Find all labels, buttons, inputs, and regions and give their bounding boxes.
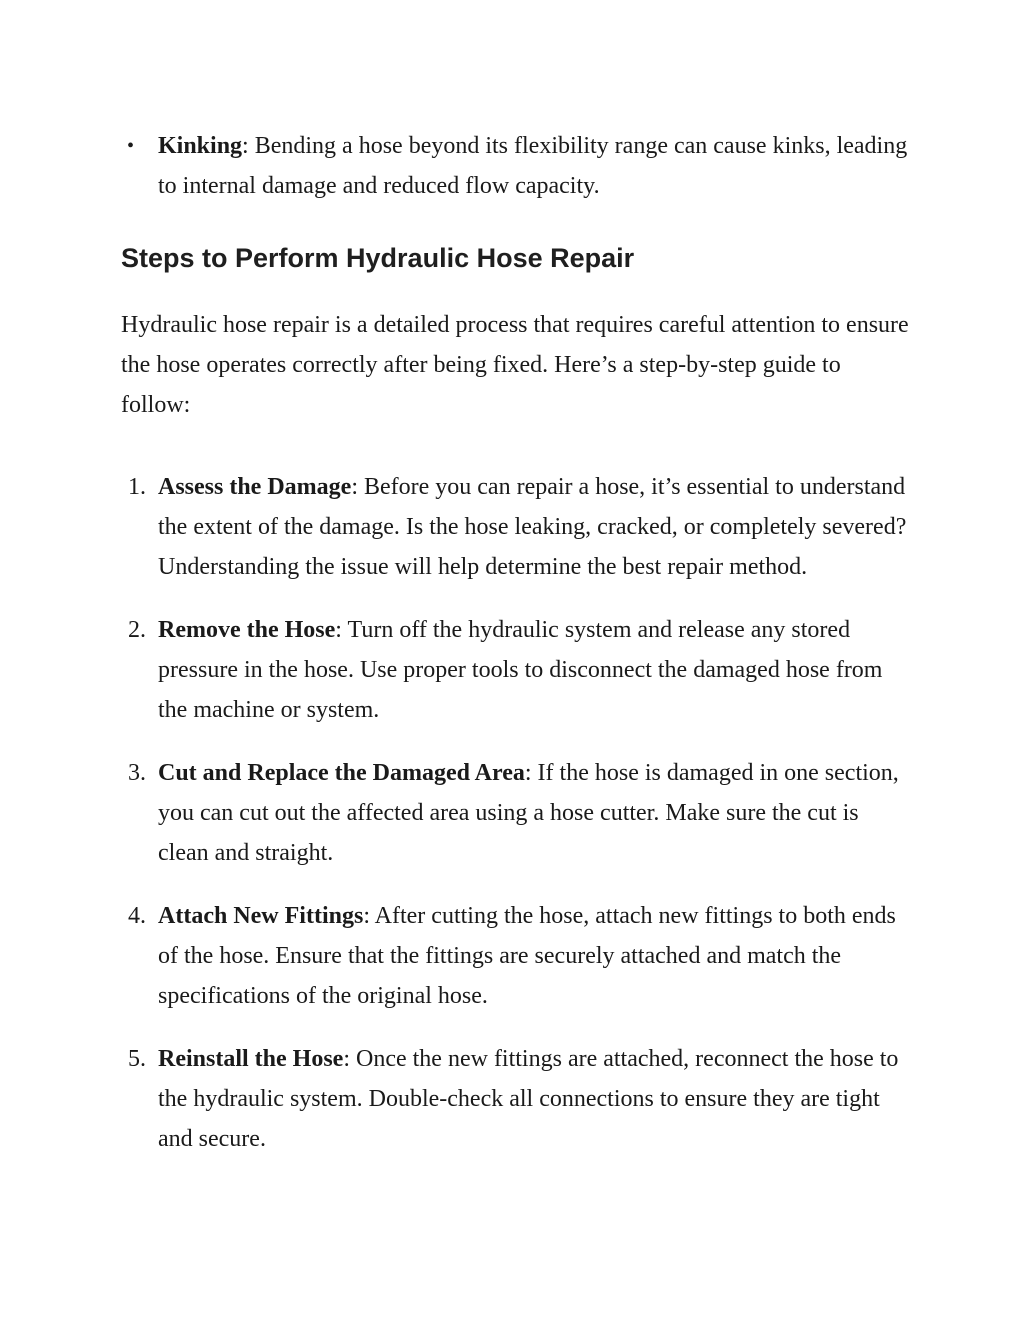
list-item-step-1 — [121, 467, 911, 587]
document-page — [121, 126, 911, 1182]
step-term: Attach New Fittings — [158, 903, 364, 929]
term-kinking: Kinking — [158, 133, 243, 159]
list-item-step-2 — [121, 610, 911, 730]
step-description: : Before you can repair a hose, it’s essential to understand the extent of the damage. Is the hose leaking, cracked, or completely severed? Understanding the issue will help determine the best repair method. — [158, 474, 907, 580]
step-term: Cut and Replace the Damaged Area — [158, 760, 525, 786]
bullet-list — [121, 126, 911, 206]
step-number: 4. — [128, 903, 146, 929]
step-term: Remove the Hose — [158, 617, 336, 643]
step-number: 3. — [128, 760, 146, 786]
list-item-step-4 — [121, 896, 911, 1016]
step-term: Assess the Damage — [158, 474, 352, 500]
section-heading: Steps to Perform Hydraulic Hose Repair — [121, 243, 635, 273]
steps-list — [121, 467, 911, 1159]
step-description: : After cutting the hose, attach new fittings to both ends of the hose. Ensure that the fittings are securely attached and match the specifications of the original hose. — [158, 903, 896, 1009]
list-item-step-5 — [121, 1039, 911, 1159]
list-item-step-3 — [121, 753, 911, 873]
step-description: : Once the new fittings are attached, reconnect the hose to the hydraulic system. Double-check all connections to ensure they are tight and secure. — [158, 1046, 899, 1152]
step-description: : Turn off the hydraulic system and release any stored pressure in the hose. Use proper tools to disconnect the damaged hose from the machine or system. — [158, 617, 883, 723]
description-kinking: : Bending a hose beyond its flexibility range can cause kinks, leading to internal damage and reduced flow capacity. — [158, 133, 908, 199]
bullet-icon: • — [127, 135, 135, 157]
step-number: 1. — [128, 474, 146, 500]
list-item-kinking — [121, 126, 911, 206]
step-number: 5. — [128, 1046, 146, 1072]
step-description: : If the hose is damaged in one section, you can cut out the affected area using a hose cutter. Make sure the cut is clean and straight. — [158, 760, 899, 866]
intro-paragraph: Hydraulic hose repair is a detailed process that requires careful attention to ensure the hose operates correctly after being fixed. Here’s a step-by-step guide to follow: — [121, 312, 909, 418]
step-number: 2. — [128, 617, 146, 643]
step-term: Reinstall the Hose — [158, 1046, 344, 1072]
